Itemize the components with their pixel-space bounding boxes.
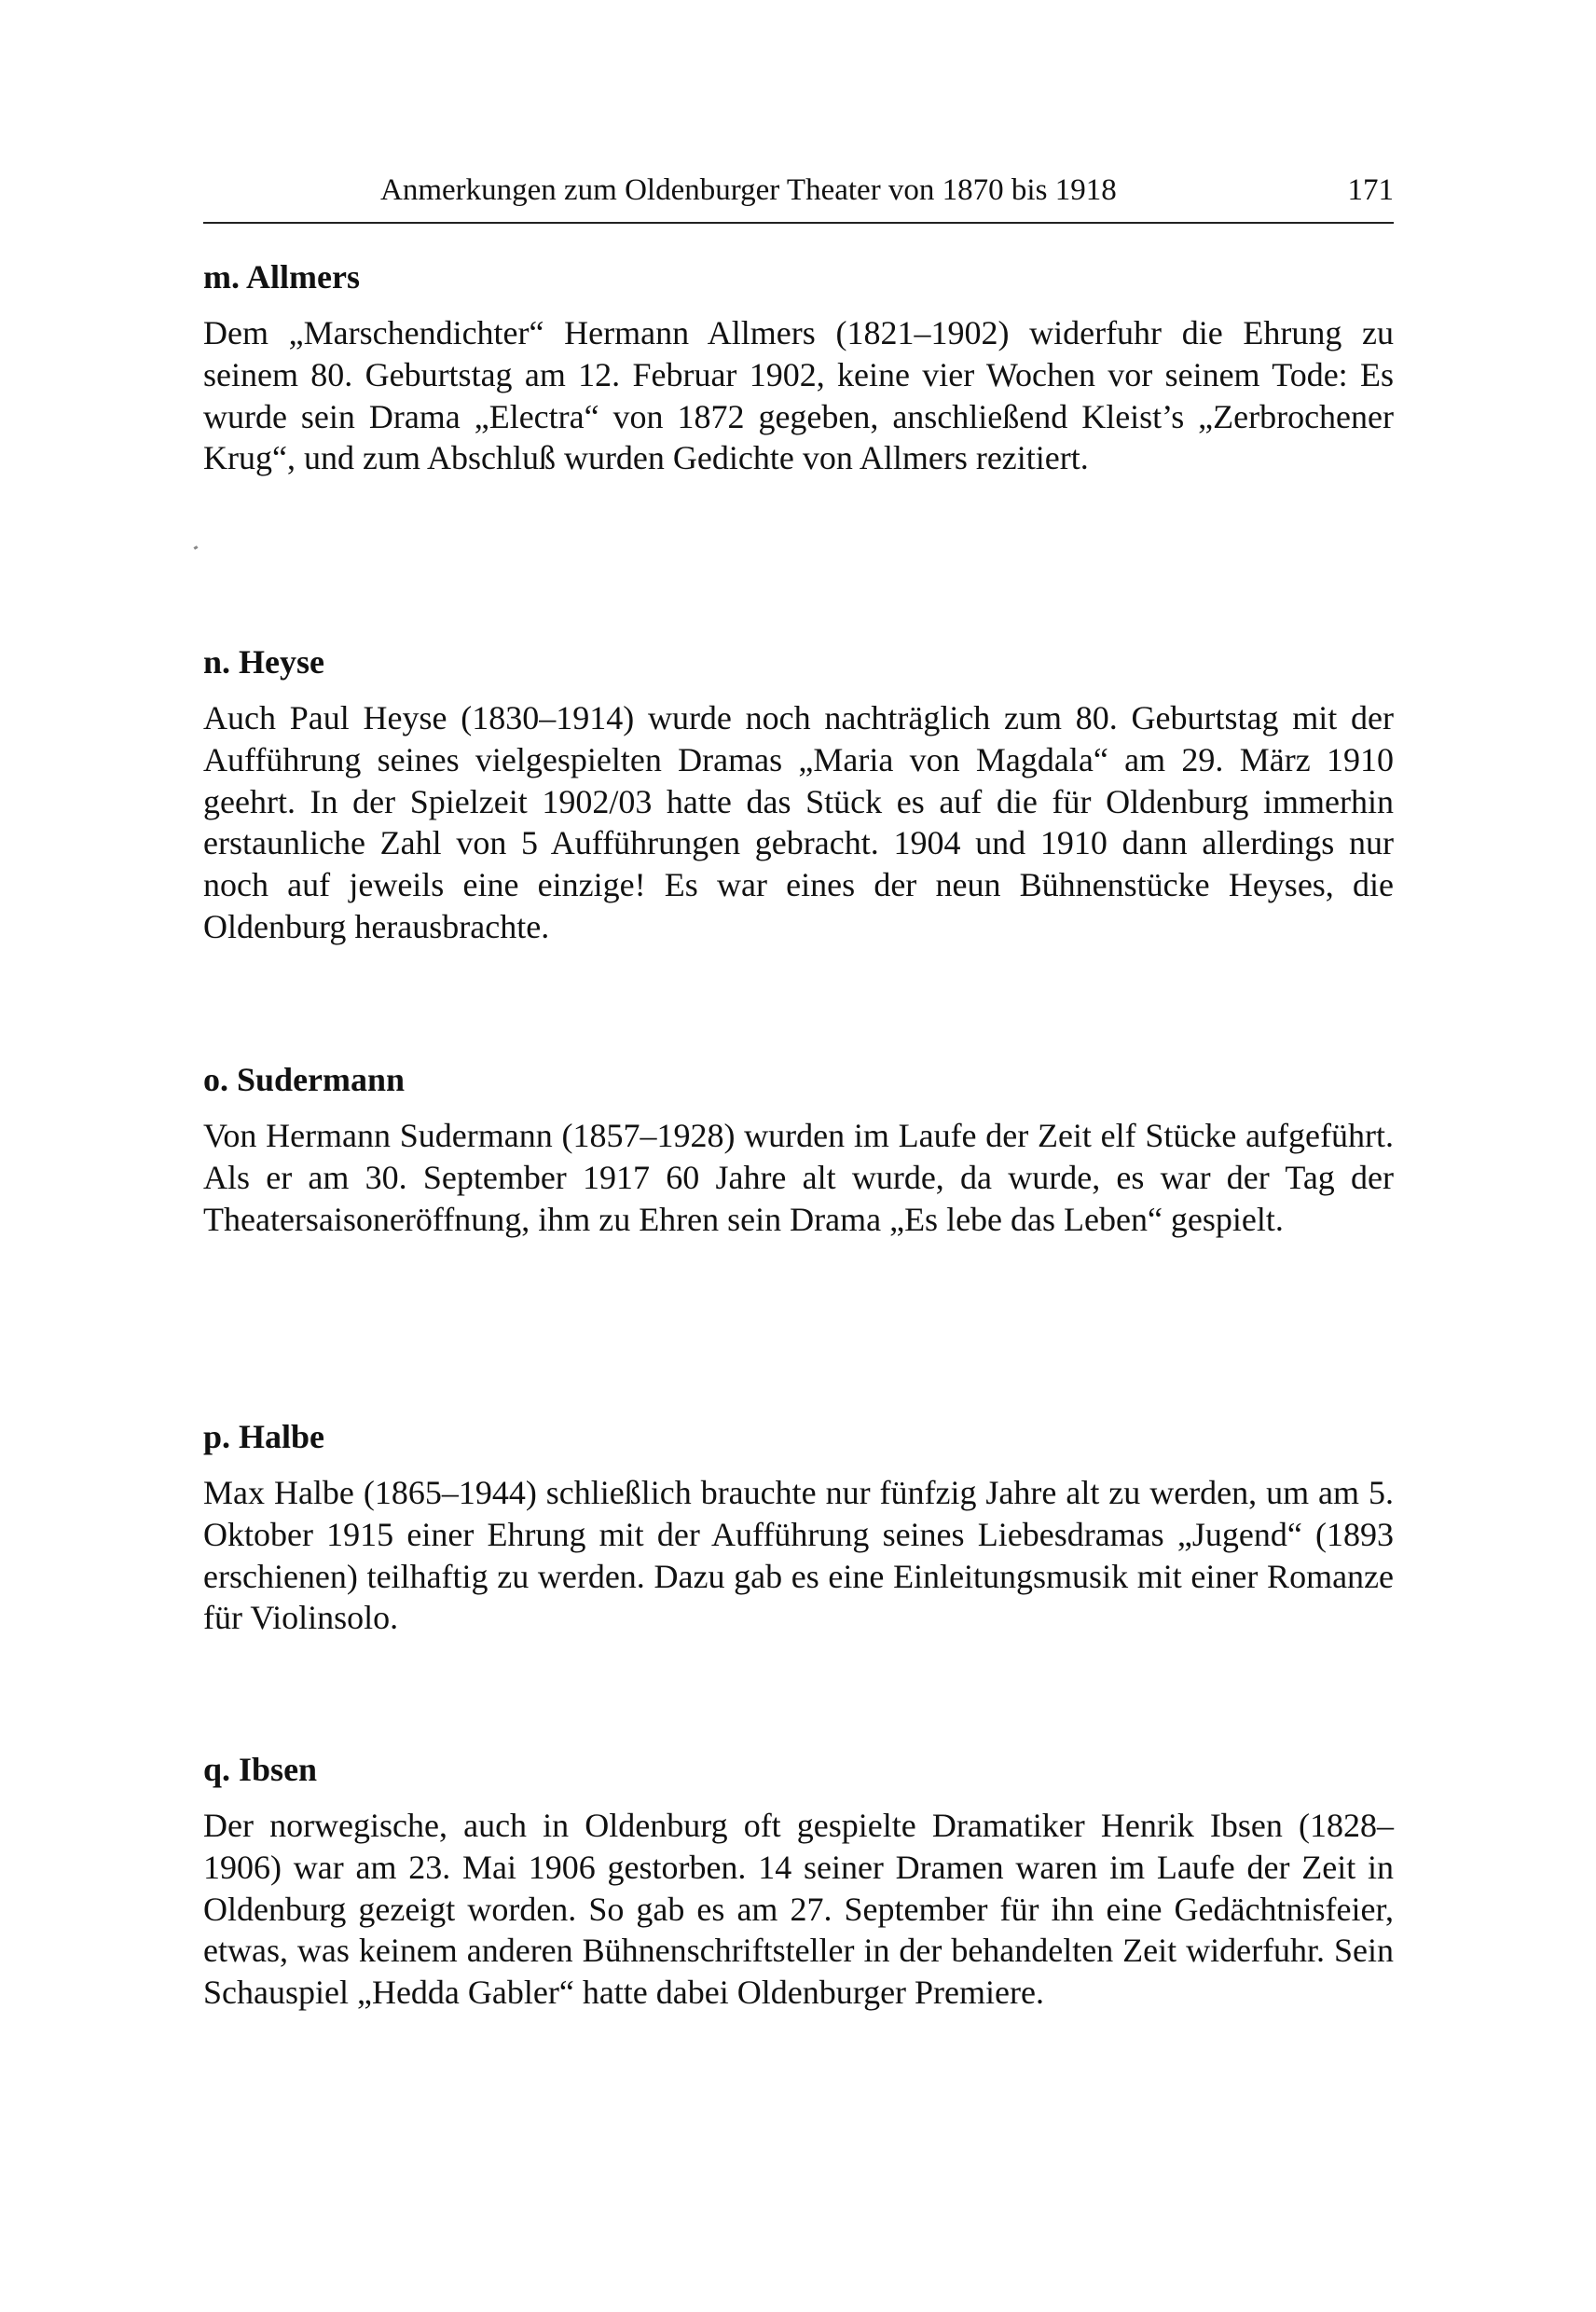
- section-halbe: [203, 1416, 1394, 1639]
- section-heading-ibsen: q. Ibsen: [203, 1751, 318, 1788]
- section-body-ibsen: Der norwegische, auch in Oldenburg oft gespielte Dramatiker Henrik Ibsen (1828–1906) war am 23. Mai 1906 gestorben. 14 seiner Dramen waren im Laufe der Zeit in Oldenburg gezeigt worden. So gab es am 27. September für ihn eine Gedächtnisfeier, etwas, was keinem anderen Bühnenschriftsteller in der behandelten Zeit widerfuhr. Sein Schauspiel „Hedda Gabler“ hatte dabei Oldenburger Premiere.: [203, 1807, 1394, 2012]
- section-allmers: [203, 256, 1394, 479]
- section-heyse: [203, 641, 1394, 948]
- section-heading-halbe: p. Halbe: [203, 1418, 325, 1455]
- scan-speck: [194, 545, 199, 550]
- running-header: [203, 170, 1394, 224]
- section-heading-sudermann: o. Sudermann: [203, 1061, 406, 1098]
- section-sudermann: [203, 1059, 1394, 1240]
- page-number: 171: [1347, 173, 1394, 207]
- section-body-halbe: Max Halbe (1865–1944) schließlich brauchte nur fünfzig Jahre alt zu werden, um am 5. Oktober 1915 einer Ehrung mit der Aufführung seines Liebesdramas „Jugend“ (1893 erschienen) teilhaftig zu werden. Dazu gab es eine Einleitungsmusik mit einer Romanze für Violinsolo.: [203, 1474, 1394, 1637]
- running-header-title: Anmerkungen zum Oldenburger Theater von 1870 bis 1918: [380, 173, 1117, 207]
- section-heading-heyse: n. Heyse: [203, 643, 324, 681]
- section-body-sudermann: Von Hermann Sudermann (1857–1928) wurden im Laufe der Zeit elf Stücke aufgeführt. Als er am 30. September 1917 60 Jahre alt wurde, da wurde, es war der Tag der Theatersaisoneröffnung, ihm zu Ehren sein Drama „Es lebe das Leben“ gespielt.: [203, 1117, 1394, 1238]
- section-ibsen: [203, 1749, 1394, 2014]
- section-body-allmers: Dem „Marschendichter“ Hermann Allmers (1821–1902) widerfuhr die Ehrung zu seinem 80. Geburtstag am 12. Februar 1902, keine vier Wochen vor seinem Tode: Es wurde sein Drama „Electra“ von 1872 gegeben, anschließend Kleist’s „Zerbrochener Krug“, und zum Abschluß wurden Gedichte von Allmers rezitiert.: [203, 314, 1394, 477]
- section-heading-allmers: m. Allmers: [203, 258, 360, 296]
- section-body-heyse: Auch Paul Heyse (1830–1914) wurde noch nachträglich zum 80. Geburtstag mit der Aufführung seines vielgespielten Dramas „Maria von Magdala“ am 29. März 1910 geehrt. In der Spielzeit 1902/03 hatte das Stück es auf die für Oldenburg immerhin erstaunliche Zahl von 5 Aufführungen gebracht. 1904 und 1910 dann allerdings nur noch auf jeweils eine einzige! Es war eines der neun Bühnenstücke Heyses, die Oldenburg herausbrachte.: [203, 699, 1394, 945]
